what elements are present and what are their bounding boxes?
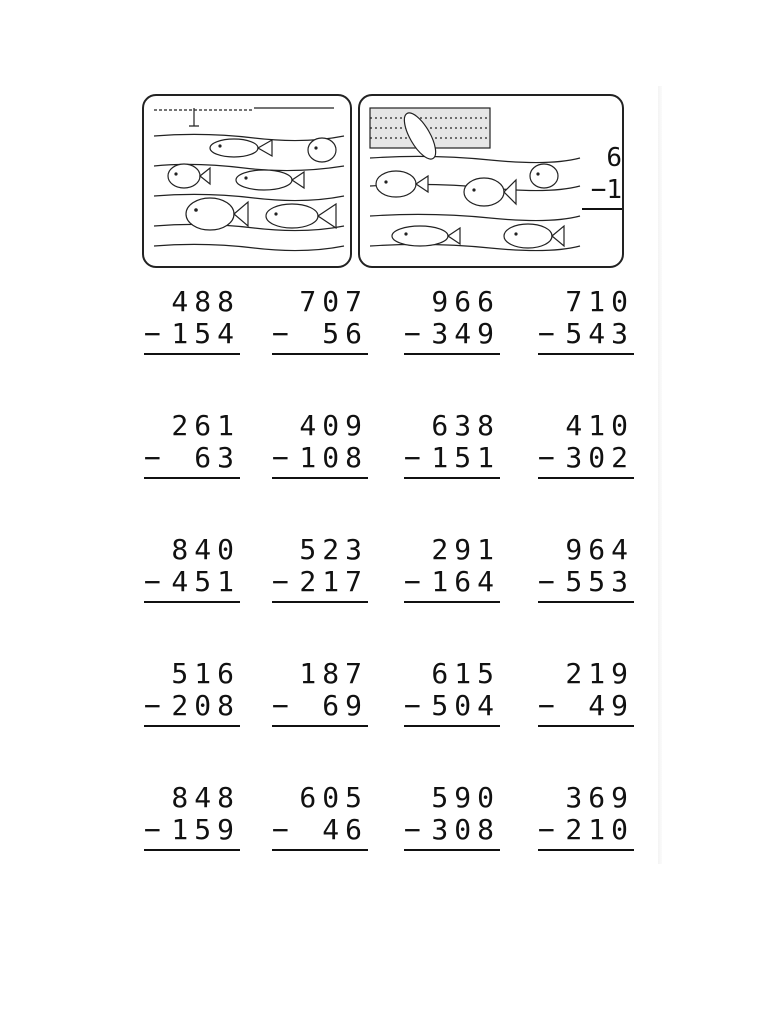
minus-sign: − [272, 565, 289, 598]
subtrahend: 108 [299, 441, 368, 474]
minuend: 590 [431, 781, 500, 814]
answer-line [272, 353, 368, 355]
subtrahend: 151 [431, 441, 500, 474]
subtraction-problem [404, 534, 500, 603]
minus-sign: − [404, 689, 421, 722]
minus-sign: − [404, 441, 421, 474]
minuend: 516 [171, 657, 240, 690]
subtraction-problem [538, 534, 634, 603]
fish-tank-illustration [142, 94, 352, 268]
answer-line [404, 849, 500, 851]
minuend: 369 [565, 781, 634, 814]
answer-line [404, 725, 500, 727]
subtraction-problem [404, 286, 500, 355]
subtrahend: 63 [194, 441, 240, 474]
subtrahend: 504 [431, 689, 500, 722]
subtraction-problem [404, 410, 500, 479]
minus-sign: − [538, 813, 555, 846]
minuend: 410 [565, 409, 634, 442]
subtraction-problem [144, 534, 240, 603]
subtrahend: 349 [431, 317, 500, 350]
subtrahend: 56 [322, 317, 368, 350]
subtrahend: 210 [565, 813, 634, 846]
minus-sign: − [272, 813, 289, 846]
minuend: 187 [299, 657, 368, 690]
subtraction-problem [144, 410, 240, 479]
minus-sign: − [404, 813, 421, 846]
subtraction-problem [272, 658, 368, 727]
answer-line [404, 477, 500, 479]
subtraction-problem-grid [140, 286, 640, 906]
answer-line [404, 601, 500, 603]
answer-line [144, 477, 240, 479]
minuend: 219 [565, 657, 634, 690]
answer-line [538, 725, 634, 727]
minus-sign: − [144, 565, 161, 598]
minuend: 605 [299, 781, 368, 814]
subtraction-problem [144, 658, 240, 727]
subtrahend: 159 [171, 813, 240, 846]
subtraction-problem [272, 286, 368, 355]
subtrahend: 553 [565, 565, 634, 598]
minus-sign: − [144, 689, 161, 722]
subtraction-problem [272, 534, 368, 603]
answer-line [538, 849, 634, 851]
subtrahend: 308 [431, 813, 500, 846]
answer-line [404, 353, 500, 355]
answer-line [144, 725, 240, 727]
subtrahend: 217 [299, 565, 368, 598]
answer-line [272, 477, 368, 479]
minus-sign: − [272, 317, 289, 350]
answer-line [272, 849, 368, 851]
answer-line [144, 601, 240, 603]
subtrahend: 154 [171, 317, 240, 350]
minus-sign: − [144, 813, 161, 846]
subtraction-problem [272, 410, 368, 479]
minuend: 707 [299, 285, 368, 318]
answer-line [538, 477, 634, 479]
subtraction-problem [538, 782, 634, 851]
subtraction-problem [144, 782, 240, 851]
subtraction-problem [538, 286, 634, 355]
minus-sign: − [144, 317, 161, 350]
problem-row [140, 782, 640, 906]
problem-row [140, 286, 640, 410]
minuend: 615 [431, 657, 500, 690]
subtraction-problem [404, 782, 500, 851]
minuend: 409 [299, 409, 368, 442]
example-subtrahend-line [574, 174, 622, 206]
subtrahend: 302 [565, 441, 634, 474]
subtrahend: 208 [171, 689, 240, 722]
minus-sign: − [272, 689, 289, 722]
answer-line [272, 601, 368, 603]
problem-row [140, 410, 640, 534]
subtrahend: 46 [322, 813, 368, 846]
answer-line [538, 353, 634, 355]
subtrahend: 49 [588, 689, 634, 722]
subtrahend: 69 [322, 689, 368, 722]
subtraction-problem [404, 658, 500, 727]
minus-sign: − [404, 317, 421, 350]
minuend: 848 [171, 781, 240, 814]
answer-line [272, 725, 368, 727]
minus-sign: − [590, 175, 607, 205]
minus-sign: − [144, 441, 161, 474]
minus-sign: − [404, 565, 421, 598]
minus-sign: − [538, 565, 555, 598]
subtraction-problem [538, 658, 634, 727]
subtrahend: 451 [171, 565, 240, 598]
example-problem [574, 142, 622, 210]
problem-row [140, 534, 640, 658]
minuend: 638 [431, 409, 500, 442]
minuend: 488 [171, 285, 240, 318]
minus-sign: − [538, 317, 555, 350]
answer-line [144, 353, 240, 355]
minuend: 964 [565, 533, 634, 566]
subtraction-problem [272, 782, 368, 851]
fish-tank-drawing [144, 96, 350, 266]
minuend: 840 [171, 533, 240, 566]
minuend: 291 [431, 533, 500, 566]
minuend: 261 [171, 409, 240, 442]
answer-line [538, 601, 634, 603]
answer-line [144, 849, 240, 851]
example-minuend: 6 [606, 143, 622, 173]
minuend: 710 [565, 285, 634, 318]
problem-row [140, 658, 640, 782]
subtraction-problem [144, 286, 240, 355]
minus-sign: − [538, 689, 555, 722]
minuend: 523 [299, 533, 368, 566]
minus-sign: − [538, 441, 555, 474]
subtrahend: 543 [565, 317, 634, 350]
subtrahend: 164 [431, 565, 500, 598]
subtraction-problem [538, 410, 634, 479]
answer-line [582, 208, 622, 210]
example-subtrahend: 1 [606, 175, 622, 205]
minus-sign: − [272, 441, 289, 474]
minuend: 966 [431, 285, 500, 318]
page-edge [658, 86, 662, 864]
